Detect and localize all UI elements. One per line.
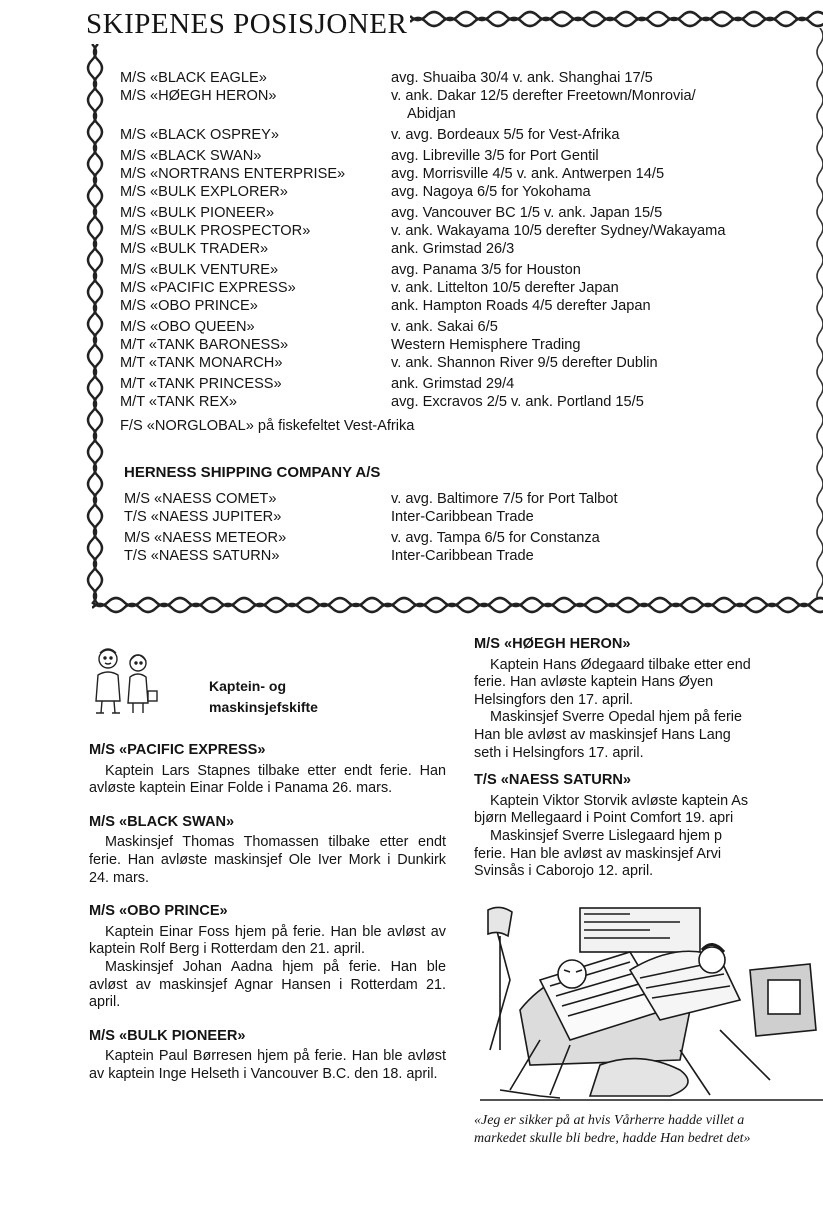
cartoon-caption [474, 1112, 823, 1148]
company-ship-list [124, 490, 814, 565]
notice-line: Helsingfors den 17. april. [474, 691, 634, 708]
notice-section [89, 742, 446, 798]
ship-row [120, 87, 820, 105]
vessel-heading: T/S «NAESS SATURN» [474, 772, 632, 789]
ship-name: M/S «NORTRANS ENTERPRISE» [120, 166, 346, 182]
ship-position: Western Hemisphere Trading [391, 337, 581, 353]
ship-row [120, 279, 820, 297]
ship-position: v. ank. Dakar 12/5 derefter Freetown/Monrovia/ [391, 88, 696, 104]
notice-paragraph: Kaptein Einar Foss hjem på ferie. Han ble avløst av kaptein Rolf Berg i Rotterdam den 21. april. [89, 923, 446, 958]
ship-row [120, 240, 820, 258]
ship-name: M/S «OBO QUEEN» [120, 319, 255, 335]
ship-position: v. ank. Shannon River 9/5 derefter Dublin [391, 355, 658, 371]
vessel-heading: M/S «BULK PIONEER» [89, 1027, 246, 1044]
notice-section [89, 903, 446, 1012]
notices-heading-line2: maskinsjefskifte [209, 699, 318, 715]
ship-name: T/S «NAESS JUPITER» [124, 509, 282, 525]
ship-position: avg. Panama 3/5 for Houston [391, 262, 581, 278]
ship-row-continuation [120, 105, 820, 123]
notice-section [474, 636, 823, 762]
ship-row [120, 126, 820, 144]
rope-border-top [410, 10, 823, 28]
ship-row [120, 354, 820, 372]
ship-row [124, 490, 814, 508]
ship-row [124, 508, 814, 526]
captain-couple-illustration [86, 645, 166, 717]
ship-position-list [120, 69, 820, 435]
ship-name: M/S «BULK PIONEER» [120, 205, 275, 221]
vessel-heading: M/S «OBO PRINCE» [89, 903, 228, 920]
ship-position: Abidjan [407, 106, 456, 122]
rope-border-bottom [92, 596, 823, 614]
notice-line: Maskinsjef Sverre Lislegaard hjem p [490, 827, 722, 844]
ship-name: M/S «BULK EXPLORER» [120, 184, 288, 200]
notice-line: ferie. Han ble avløst av maskinsjef Arvi [474, 845, 722, 862]
notice-line: Maskinsjef Sverre Opedal hjem på ferie [490, 709, 742, 726]
ship-name: M/S «BLACK SWAN» [120, 148, 262, 164]
left-notices-column [89, 742, 446, 1100]
vessel-heading: M/S «PACIFIC EXPRESS» [89, 742, 266, 758]
ship-position: v. avg. Tampa 6/5 for Constanza [391, 530, 600, 546]
ship-row [120, 393, 820, 411]
ship-position: v. ank. Sakai 6/5 [391, 319, 498, 335]
notice-section [89, 1028, 446, 1084]
page-title: SKIPENES POSISJONER [86, 8, 408, 40]
ship-position: ank. Grimstad 29/4 [391, 376, 515, 392]
vessel-heading: M/S «HØEGH HERON» [474, 636, 631, 652]
ship-name: M/T «TANK MONARCH» [120, 355, 283, 371]
notice-line: seth i Helsingfors 17. april. [474, 744, 644, 761]
ship-position: v. avg. Baltimore 7/5 for Port Talbot [391, 491, 618, 507]
ship-row [120, 147, 820, 165]
ship-position: avg. Nagoya 6/5 for Yokohama [391, 184, 591, 200]
cartoon-caption-line: markedet skulle bli bedre, hadde Han bedret det» [474, 1131, 751, 1146]
notice-section [89, 814, 446, 887]
ship-name: M/S «NAESS COMET» [124, 491, 277, 507]
ship-position: v. ank. Wakayama 10/5 derefter Sydney/Wakayama [391, 223, 726, 239]
notice-paragraph: Kaptein Paul Børresen hjem på ferie. Han ble avløst av kaptein Inge Helseth i Vancouver B.C. den 18. april. [89, 1048, 446, 1082]
notice-section [474, 772, 823, 881]
ship-position: ank. Hampton Roads 4/5 derefter Japan [391, 298, 651, 314]
ship-row [124, 547, 814, 565]
rope-border-left [86, 44, 104, 604]
ship-row [124, 529, 814, 547]
company-heading: HERNESS SHIPPING COMPANY A/S [124, 464, 381, 481]
ship-name: M/S «BLACK OSPREY» [120, 127, 279, 143]
ship-row [120, 183, 820, 201]
norglobal-line: F/S «NORGLOBAL» på fiskefeltet Vest-Afrika [120, 418, 415, 434]
ship-position: avg. Libreville 3/5 for Port Gentil [391, 148, 599, 164]
notices-heading-line1: Kaptein- og [209, 678, 286, 694]
ship-position: ank. Grimstad 26/3 [391, 241, 515, 257]
ship-name: M/S «BLACK EAGLE» [120, 70, 267, 86]
ship-name: M/S «HØEGH HERON» [120, 88, 277, 104]
ship-name: M/S «BULK PROSPECTOR» [120, 223, 311, 239]
ship-name: M/T «TANK PRINCESS» [120, 376, 282, 392]
ship-name: M/S «PACIFIC EXPRESS» [120, 280, 296, 296]
ship-position: Inter-Caribbean Trade [391, 509, 534, 525]
ship-row [120, 69, 820, 87]
notice-paragraph: Maskinsjef Thomas Thomassen tilbake etter endt ferie. Han avløste maskinsjef Ole Iver Mork i Dunkirk 24. mars. [89, 834, 446, 886]
ship-name: M/S «OBO PRINCE» [120, 298, 258, 314]
notice-paragraph: Maskinsjef Johan Aadna hjem på ferie. Han ble avløst av maskinsjef Agnar Hansen i Rotterdam 21. april. [89, 958, 446, 1011]
ship-name: T/S «NAESS SATURN» [124, 548, 280, 564]
ship-name: M/S «NAESS METEOR» [124, 530, 287, 546]
ship-position: Inter-Caribbean Trade [391, 548, 534, 564]
notice-line: Kaptein Hans Ødegaard tilbake etter end [490, 656, 751, 673]
vessel-heading: M/S «BLACK SWAN» [89, 813, 235, 830]
ship-row [120, 318, 820, 336]
notice-paragraph: Kaptein Lars Stapnes tilbake etter endt ferie. Han avløste kaptein Einar Folde i Panama 26. mars. [89, 762, 446, 797]
ship-position: avg. Excravos 2/5 v. ank. Portland 15/5 [391, 394, 644, 410]
right-notices-column [474, 636, 823, 891]
notices-heading [209, 676, 318, 718]
newspaper-couple-cartoon [480, 900, 823, 1105]
ship-position: avg. Vancouver BC 1/5 v. ank. Japan 15/5 [391, 205, 663, 221]
ship-row [120, 165, 820, 183]
ship-row [120, 204, 820, 222]
notice-line: Kaptein Viktor Storvik avløste kaptein As [490, 792, 749, 809]
ship-row [120, 261, 820, 279]
notice-line: Han ble avløst av maskinsjef Hans Lang [474, 726, 731, 743]
ship-position: v. ank. Littelton 10/5 derefter Japan [391, 280, 619, 296]
ship-name: M/T «TANK BARONESS» [120, 337, 289, 353]
ship-name: M/T «TANK REX» [120, 394, 238, 410]
ship-row-norglobal [120, 417, 820, 435]
ship-name: M/S «BULK VENTURE» [120, 262, 279, 278]
ship-row [120, 222, 820, 240]
ship-position: avg. Morrisville 4/5 v. ank. Antwerpen 14/5 [391, 166, 665, 182]
ship-row [120, 375, 820, 393]
ship-position: v. avg. Bordeaux 5/5 for Vest-Afrika [391, 127, 620, 143]
cartoon-caption-line: «Jeg er sikker på at hvis Vårherre hadde villet a [474, 1113, 745, 1128]
ship-row [120, 336, 820, 354]
notice-line: Svinsås i Caborojo 12. april. [474, 863, 654, 880]
notice-line: bjørn Mellegaard i Point Comfort 19. apri [474, 810, 734, 827]
ship-name: M/S «BULK TRADER» [120, 241, 269, 257]
ship-position: avg. Shuaiba 30/4 v. ank. Shanghai 17/5 [391, 70, 653, 86]
ship-row [120, 297, 820, 315]
notice-line: ferie. Han avløste kaptein Hans Øyen [474, 674, 714, 691]
